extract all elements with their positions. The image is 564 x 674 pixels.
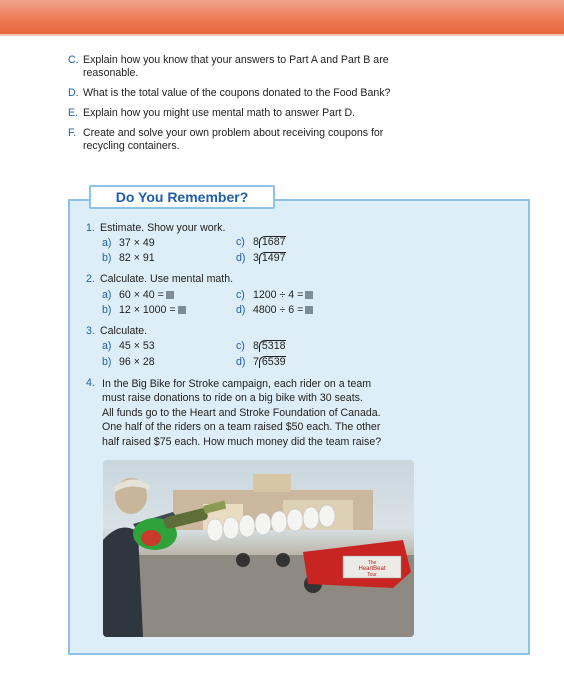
dividend: 1497 [261, 252, 286, 264]
part-label: d) [236, 304, 246, 316]
problem-1a [102, 237, 155, 250]
expression: 45 × 53 [119, 340, 155, 352]
part-label: d) [236, 252, 246, 264]
part-label: a) [102, 340, 112, 352]
question-letter: F. [68, 126, 77, 139]
problem-1d [236, 252, 286, 265]
problem-text-line: must raise donations to ride on a big bike with 30 seats. [102, 392, 363, 405]
part-label: b) [102, 304, 112, 316]
expression: 82 × 91 [119, 252, 155, 264]
problem-3d [236, 356, 286, 369]
problem-text-line: In the Big Bike for Stroke campaign, each rider on a team [102, 378, 372, 390]
part-label: b) [102, 252, 112, 264]
question-d [68, 87, 428, 100]
question-c [68, 54, 428, 80]
sign-line-3: Tour [367, 572, 377, 578]
problem-text-line: One half of the riders on a team raised $50 each. The other [102, 421, 381, 434]
answer-box [166, 291, 174, 299]
dividend: 1687 [261, 236, 286, 248]
sign-line-2: HeartBeat [358, 566, 386, 572]
long-division-bracket [259, 236, 287, 248]
problem-number: 2. [86, 273, 95, 285]
question-text: What is the total value of the coupons donated to the Food Bank? [83, 87, 391, 99]
long-division-bracket [259, 252, 287, 264]
problem-3-heading [86, 325, 147, 338]
question-letter: C. [68, 54, 79, 66]
divisor: 7 [253, 356, 259, 368]
question-text: Explain how you know that your answers to Part A and Part B are reasonable. [83, 54, 389, 80]
photo-illustration [103, 460, 414, 637]
question-text: Explain how you might use mental math to answer Part D. [83, 106, 356, 119]
question-letter: D. [68, 87, 79, 99]
divisor: 3 [253, 252, 259, 264]
problem-2a [102, 289, 174, 302]
divisor: 8 [253, 340, 259, 352]
question-letter: E. [68, 106, 79, 119]
problem-text-line: half raised $75 each. How much money did the team raise? [102, 435, 382, 448]
problem-number: 4. [86, 377, 95, 389]
sign-line-1: The [367, 560, 377, 566]
long-division-bracket [259, 340, 287, 352]
question-e [68, 107, 428, 120]
problem-2d [236, 304, 313, 317]
part-label: d) [236, 356, 246, 368]
part-label: c) [236, 236, 245, 248]
problem-number: 3. [86, 325, 95, 337]
problem-instruction: Calculate. [100, 325, 148, 337]
expression: 60 × 40 = [119, 289, 164, 301]
problem-instruction: Estimate. Show your work. [100, 222, 226, 234]
divisor: 8 [253, 236, 259, 248]
problem-1b [102, 252, 155, 265]
expression: 1200 ÷ 4 = [253, 289, 304, 301]
problem-instruction: Calculate. Use mental math. [100, 273, 234, 285]
top-banner-divider [0, 34, 564, 36]
question-f [68, 127, 428, 153]
top-banner [0, 0, 564, 34]
part-label: c) [236, 289, 245, 301]
problem-1-heading [86, 222, 225, 235]
problem-1c [236, 236, 286, 249]
problem-3a [102, 340, 155, 353]
expression: 12 × 1000 = [119, 304, 176, 316]
question-text: Create and solve your own problem about receiving coupons for recycling containers. [83, 126, 384, 152]
part-label: b) [102, 356, 112, 368]
part-label: a) [102, 289, 112, 301]
long-division-bracket [259, 356, 287, 368]
problem-2c [236, 289, 313, 302]
question-list [68, 54, 428, 160]
problem-2b [102, 304, 186, 317]
dividend: 6539 [261, 356, 286, 368]
part-label: c) [236, 340, 245, 352]
problem-3b [102, 356, 155, 369]
expression: 96 × 28 [119, 356, 155, 368]
answer-box [305, 306, 313, 314]
expression: 4800 ÷ 6 = [253, 304, 304, 316]
part-label: a) [102, 237, 112, 249]
problem-4-text [102, 377, 381, 449]
section-title: Do You Remember? [115, 189, 249, 205]
answer-box [178, 306, 186, 314]
problem-text-line: All funds go to the Heart and Stroke Foundation of Canada. [102, 406, 381, 419]
problem-3c [236, 340, 286, 353]
dividend: 5318 [261, 340, 286, 352]
problem-4-number [86, 377, 100, 390]
expression: 37 × 49 [119, 237, 155, 249]
problem-2-heading [86, 273, 233, 286]
problem-number: 1. [86, 222, 95, 234]
answer-box [305, 291, 313, 299]
section-title-tab [89, 185, 275, 209]
big-bike-photo [103, 460, 414, 637]
